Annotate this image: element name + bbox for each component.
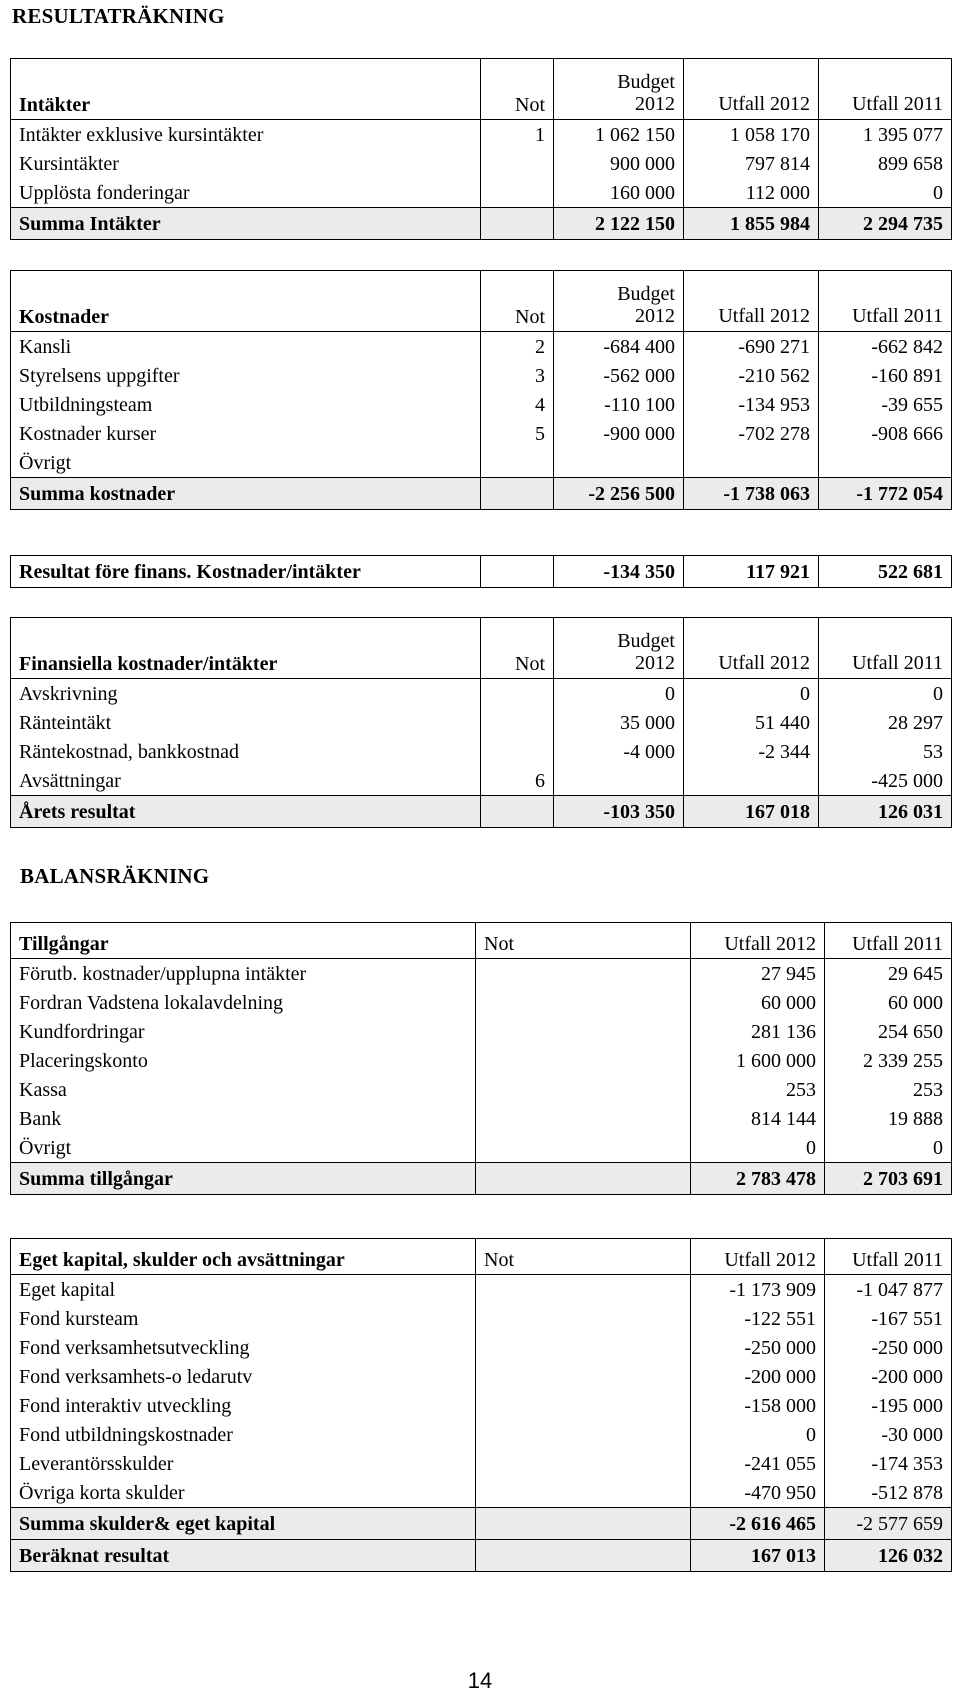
value-cell: -122 551 bbox=[691, 1304, 825, 1333]
sum-row bbox=[11, 556, 952, 588]
value-cell: Utfall 2012 bbox=[684, 59, 819, 120]
value-cell: 0 bbox=[825, 1133, 952, 1163]
value-cell: -425 000 bbox=[819, 766, 952, 796]
row-label: Årets resultat bbox=[11, 796, 481, 828]
value-cell: -702 278 bbox=[684, 419, 819, 448]
value-cell: -684 400 bbox=[554, 332, 684, 362]
value-cell: 1 058 170 bbox=[684, 120, 819, 150]
table-row bbox=[11, 448, 952, 478]
value-cell: Utfall 2012 bbox=[684, 618, 819, 679]
note-cell bbox=[481, 556, 554, 588]
value-cell: -39 655 bbox=[819, 390, 952, 419]
note-cell bbox=[476, 959, 691, 989]
value-cell: 2 122 150 bbox=[554, 208, 684, 240]
value-cell bbox=[684, 448, 819, 478]
row-label: Upplösta fonderingar bbox=[11, 178, 481, 208]
table-row bbox=[11, 708, 952, 737]
eget-kapital-table bbox=[10, 1238, 952, 1572]
value-cell: -470 950 bbox=[691, 1478, 825, 1508]
row-label: Kansli bbox=[11, 332, 481, 362]
note-cell: Not bbox=[481, 59, 554, 120]
value-cell: Utfall 2011 bbox=[825, 923, 952, 959]
value-cell: -30 000 bbox=[825, 1420, 952, 1449]
value-cell: 1 600 000 bbox=[691, 1046, 825, 1075]
note-cell bbox=[481, 448, 554, 478]
page-number: 14 bbox=[467, 1668, 493, 1693]
sum-row bbox=[11, 1540, 952, 1572]
header-budget-year: 2012 bbox=[635, 652, 675, 674]
row-label: Avsättningar bbox=[11, 766, 481, 796]
value-cell: -158 000 bbox=[691, 1391, 825, 1420]
value-cell: 814 144 bbox=[691, 1104, 825, 1133]
value-cell: 522 681 bbox=[819, 556, 952, 588]
value-cell: 253 bbox=[691, 1075, 825, 1104]
row-label: Leverantörsskulder bbox=[11, 1449, 476, 1478]
note-cell bbox=[476, 1017, 691, 1046]
value-cell: 126 032 bbox=[825, 1540, 952, 1572]
value-cell: Utfall 2011 bbox=[819, 271, 952, 332]
note-cell bbox=[476, 1304, 691, 1333]
value-cell bbox=[684, 766, 819, 796]
value-cell: Utfall 2012 bbox=[684, 271, 819, 332]
note-cell: Not bbox=[476, 923, 691, 959]
value-cell bbox=[554, 59, 684, 120]
table-row bbox=[11, 419, 952, 448]
row-label: Fond verksamhets-o ledarutv bbox=[11, 1362, 476, 1391]
table-row bbox=[11, 1275, 952, 1305]
header-budget-year: 2012 bbox=[635, 93, 675, 115]
value-cell: 253 bbox=[825, 1075, 952, 1104]
value-cell: -4 000 bbox=[554, 737, 684, 766]
table-row bbox=[11, 959, 952, 989]
value-cell: -2 616 465 bbox=[691, 1508, 825, 1540]
note-cell: 5 bbox=[481, 419, 554, 448]
note-cell bbox=[476, 1449, 691, 1478]
value-cell: -1 738 063 bbox=[684, 478, 819, 510]
table-row bbox=[11, 1449, 952, 1478]
table-header-row bbox=[11, 59, 952, 120]
value-cell: Utfall 2012 bbox=[691, 923, 825, 959]
row-label: Fond utbildningskostnader bbox=[11, 1420, 476, 1449]
value-cell: Utfall 2011 bbox=[819, 618, 952, 679]
table-row bbox=[11, 1391, 952, 1420]
row-label: Styrelsens uppgifter bbox=[11, 361, 481, 390]
value-cell: -900 000 bbox=[554, 419, 684, 448]
note-cell bbox=[481, 478, 554, 510]
note-cell bbox=[476, 1362, 691, 1391]
row-label: Förutb. kostnader/upplupna intäkter bbox=[11, 959, 476, 989]
table-row bbox=[11, 766, 952, 796]
row-label: Eget kapital bbox=[11, 1275, 476, 1305]
row-label: Fond interaktiv utveckling bbox=[11, 1391, 476, 1420]
value-cell: 167 013 bbox=[691, 1540, 825, 1572]
table-header-row bbox=[11, 271, 952, 332]
note-cell bbox=[476, 1075, 691, 1104]
header-budget-word: Budget bbox=[617, 630, 675, 652]
note-cell bbox=[476, 1478, 691, 1508]
row-label: Kassa bbox=[11, 1075, 476, 1104]
note-cell bbox=[476, 1508, 691, 1540]
value-cell: 281 136 bbox=[691, 1017, 825, 1046]
value-cell: -134 350 bbox=[554, 556, 684, 588]
value-cell: 0 bbox=[691, 1133, 825, 1163]
page-title: RESULTATRÄKNING bbox=[12, 4, 225, 28]
table-row bbox=[11, 1333, 952, 1362]
note-cell bbox=[481, 737, 554, 766]
value-cell: -103 350 bbox=[554, 796, 684, 828]
row-label: Ränteintäkt bbox=[11, 708, 481, 737]
table-header-row bbox=[11, 618, 952, 679]
note-cell bbox=[481, 149, 554, 178]
value-cell: -1 772 054 bbox=[819, 478, 952, 510]
table-row bbox=[11, 149, 952, 178]
value-cell bbox=[554, 448, 684, 478]
row-label: Summa kostnader bbox=[11, 478, 481, 510]
sum-row bbox=[11, 796, 952, 828]
value-cell: -1 047 877 bbox=[825, 1275, 952, 1305]
balansrakning-title: BALANSRÄKNING bbox=[20, 864, 210, 888]
row-label: Kostnader kurser bbox=[11, 419, 481, 448]
value-cell: 60 000 bbox=[691, 988, 825, 1017]
row-label: Summa tillgångar bbox=[11, 1163, 476, 1195]
value-cell bbox=[554, 766, 684, 796]
note-cell: 1 bbox=[481, 120, 554, 150]
value-cell: 160 000 bbox=[554, 178, 684, 208]
value-cell: -174 353 bbox=[825, 1449, 952, 1478]
value-cell: -662 842 bbox=[819, 332, 952, 362]
value-cell: Utfall 2012 bbox=[691, 1239, 825, 1275]
value-cell: -250 000 bbox=[691, 1333, 825, 1362]
note-cell bbox=[476, 1163, 691, 1195]
note-cell bbox=[476, 1275, 691, 1305]
table-row bbox=[11, 178, 952, 208]
row-label: Tillgångar bbox=[11, 923, 476, 959]
value-cell: -2 256 500 bbox=[554, 478, 684, 510]
value-cell: 2 294 735 bbox=[819, 208, 952, 240]
row-label: Finansiella kostnader/intäkter bbox=[11, 618, 481, 679]
value-cell: 2 783 478 bbox=[691, 1163, 825, 1195]
row-label: Fond verksamhetsutveckling bbox=[11, 1333, 476, 1362]
value-cell: -512 878 bbox=[825, 1478, 952, 1508]
table-header-row bbox=[11, 923, 952, 959]
table-row bbox=[11, 679, 952, 709]
value-cell: 0 bbox=[819, 679, 952, 709]
table-row bbox=[11, 332, 952, 362]
table-row bbox=[11, 1075, 952, 1104]
value-cell: 2 703 691 bbox=[825, 1163, 952, 1195]
header-budget-year: 2012 bbox=[635, 305, 675, 327]
note-cell bbox=[481, 796, 554, 828]
value-cell: 117 921 bbox=[684, 556, 819, 588]
sum-row bbox=[11, 1508, 952, 1540]
value-cell: 51 440 bbox=[684, 708, 819, 737]
value-cell: 797 814 bbox=[684, 149, 819, 178]
note-cell bbox=[476, 1420, 691, 1449]
value-cell: -200 000 bbox=[691, 1362, 825, 1391]
value-cell: -241 055 bbox=[691, 1449, 825, 1478]
table-row bbox=[11, 1133, 952, 1163]
value-cell: -1 173 909 bbox=[691, 1275, 825, 1305]
table-row bbox=[11, 1420, 952, 1449]
value-cell: -160 891 bbox=[819, 361, 952, 390]
value-cell: 112 000 bbox=[684, 178, 819, 208]
note-cell: Not bbox=[481, 271, 554, 332]
row-label: Kundfordringar bbox=[11, 1017, 476, 1046]
row-label: Intäkter bbox=[11, 59, 481, 120]
note-cell: 6 bbox=[481, 766, 554, 796]
finansiella-table bbox=[10, 617, 952, 828]
note-cell bbox=[476, 988, 691, 1017]
value-cell: 29 645 bbox=[825, 959, 952, 989]
row-label: Övriga korta skulder bbox=[11, 1478, 476, 1508]
value-cell: -200 000 bbox=[825, 1362, 952, 1391]
sum-row bbox=[11, 1163, 952, 1195]
value-cell: -2 344 bbox=[684, 737, 819, 766]
value-cell: -690 271 bbox=[684, 332, 819, 362]
table-row bbox=[11, 1362, 952, 1391]
value-cell: 0 bbox=[819, 178, 952, 208]
resultat-fore-table bbox=[10, 555, 952, 588]
value-cell: 1 062 150 bbox=[554, 120, 684, 150]
row-label: Avskrivning bbox=[11, 679, 481, 709]
value-cell: 60 000 bbox=[825, 988, 952, 1017]
note-cell: 2 bbox=[481, 332, 554, 362]
value-cell: 126 031 bbox=[819, 796, 952, 828]
value-cell: 0 bbox=[684, 679, 819, 709]
table-header-row bbox=[11, 1239, 952, 1275]
value-cell: 900 000 bbox=[554, 149, 684, 178]
row-label: Övrigt bbox=[11, 1133, 476, 1163]
value-cell: 899 658 bbox=[819, 149, 952, 178]
value-cell: -110 100 bbox=[554, 390, 684, 419]
row-label: Summa skulder& eget kapital bbox=[11, 1508, 476, 1540]
row-label: Summa Intäkter bbox=[11, 208, 481, 240]
table-row bbox=[11, 1104, 952, 1133]
value-cell: 1 855 984 bbox=[684, 208, 819, 240]
row-label: Fordran Vadstena lokalavdelning bbox=[11, 988, 476, 1017]
value-cell: -2 577 659 bbox=[825, 1508, 952, 1540]
value-cell bbox=[819, 448, 952, 478]
tillgangar-table bbox=[10, 922, 952, 1195]
note-cell bbox=[476, 1046, 691, 1075]
note-cell: Not bbox=[476, 1239, 691, 1275]
row-label: Övrigt bbox=[11, 448, 481, 478]
header-budget-word: Budget bbox=[617, 283, 675, 305]
table-row bbox=[11, 120, 952, 150]
intakter-table bbox=[10, 58, 952, 240]
note-cell bbox=[476, 1540, 691, 1572]
note-cell: Not bbox=[481, 618, 554, 679]
value-cell: 27 945 bbox=[691, 959, 825, 989]
note-cell bbox=[476, 1333, 691, 1362]
row-label: Intäkter exklusive kursintäkter bbox=[11, 120, 481, 150]
row-label: Kursintäkter bbox=[11, 149, 481, 178]
row-label: Placeringskonto bbox=[11, 1046, 476, 1075]
row-label: Resultat före finans. Kostnader/intäkter bbox=[11, 556, 481, 588]
note-cell bbox=[481, 708, 554, 737]
note-cell: 4 bbox=[481, 390, 554, 419]
value-cell: 53 bbox=[819, 737, 952, 766]
value-cell: 28 297 bbox=[819, 708, 952, 737]
table-row bbox=[11, 1017, 952, 1046]
table-row bbox=[11, 361, 952, 390]
note-cell bbox=[481, 679, 554, 709]
header-budget-word: Budget bbox=[617, 71, 675, 93]
value-cell: -908 666 bbox=[819, 419, 952, 448]
value-cell: 19 888 bbox=[825, 1104, 952, 1133]
kostnader-table bbox=[10, 270, 952, 510]
row-label: Kostnader bbox=[11, 271, 481, 332]
value-cell: 0 bbox=[691, 1420, 825, 1449]
value-cell: 2 339 255 bbox=[825, 1046, 952, 1075]
row-label: Fond kursteam bbox=[11, 1304, 476, 1333]
table-row bbox=[11, 737, 952, 766]
value-cell: -562 000 bbox=[554, 361, 684, 390]
row-label: Beräknat resultat bbox=[11, 1540, 476, 1572]
value-cell: 167 018 bbox=[684, 796, 819, 828]
value-cell: -134 953 bbox=[684, 390, 819, 419]
note-cell bbox=[476, 1133, 691, 1163]
value-cell: 254 650 bbox=[825, 1017, 952, 1046]
table-row bbox=[11, 988, 952, 1017]
table-row bbox=[11, 1304, 952, 1333]
value-cell: 0 bbox=[554, 679, 684, 709]
table-row bbox=[11, 1046, 952, 1075]
note-cell bbox=[481, 208, 554, 240]
note-cell: 3 bbox=[481, 361, 554, 390]
value-cell bbox=[554, 271, 684, 332]
sum-row bbox=[11, 208, 952, 240]
value-cell: -167 551 bbox=[825, 1304, 952, 1333]
value-cell bbox=[554, 618, 684, 679]
value-cell: Utfall 2011 bbox=[819, 59, 952, 120]
row-label: Utbildningsteam bbox=[11, 390, 481, 419]
value-cell: -210 562 bbox=[684, 361, 819, 390]
value-cell: -250 000 bbox=[825, 1333, 952, 1362]
note-cell bbox=[481, 178, 554, 208]
row-label: Eget kapital, skulder och avsättningar bbox=[11, 1239, 476, 1275]
value-cell: 1 395 077 bbox=[819, 120, 952, 150]
value-cell: Utfall 2011 bbox=[825, 1239, 952, 1275]
row-label: Bank bbox=[11, 1104, 476, 1133]
table-row bbox=[11, 390, 952, 419]
row-label: Räntekostnad, bankkostnad bbox=[11, 737, 481, 766]
note-cell bbox=[476, 1391, 691, 1420]
value-cell: 35 000 bbox=[554, 708, 684, 737]
value-cell: -195 000 bbox=[825, 1391, 952, 1420]
table-row bbox=[11, 1478, 952, 1508]
note-cell bbox=[476, 1104, 691, 1133]
sum-row bbox=[11, 478, 952, 510]
